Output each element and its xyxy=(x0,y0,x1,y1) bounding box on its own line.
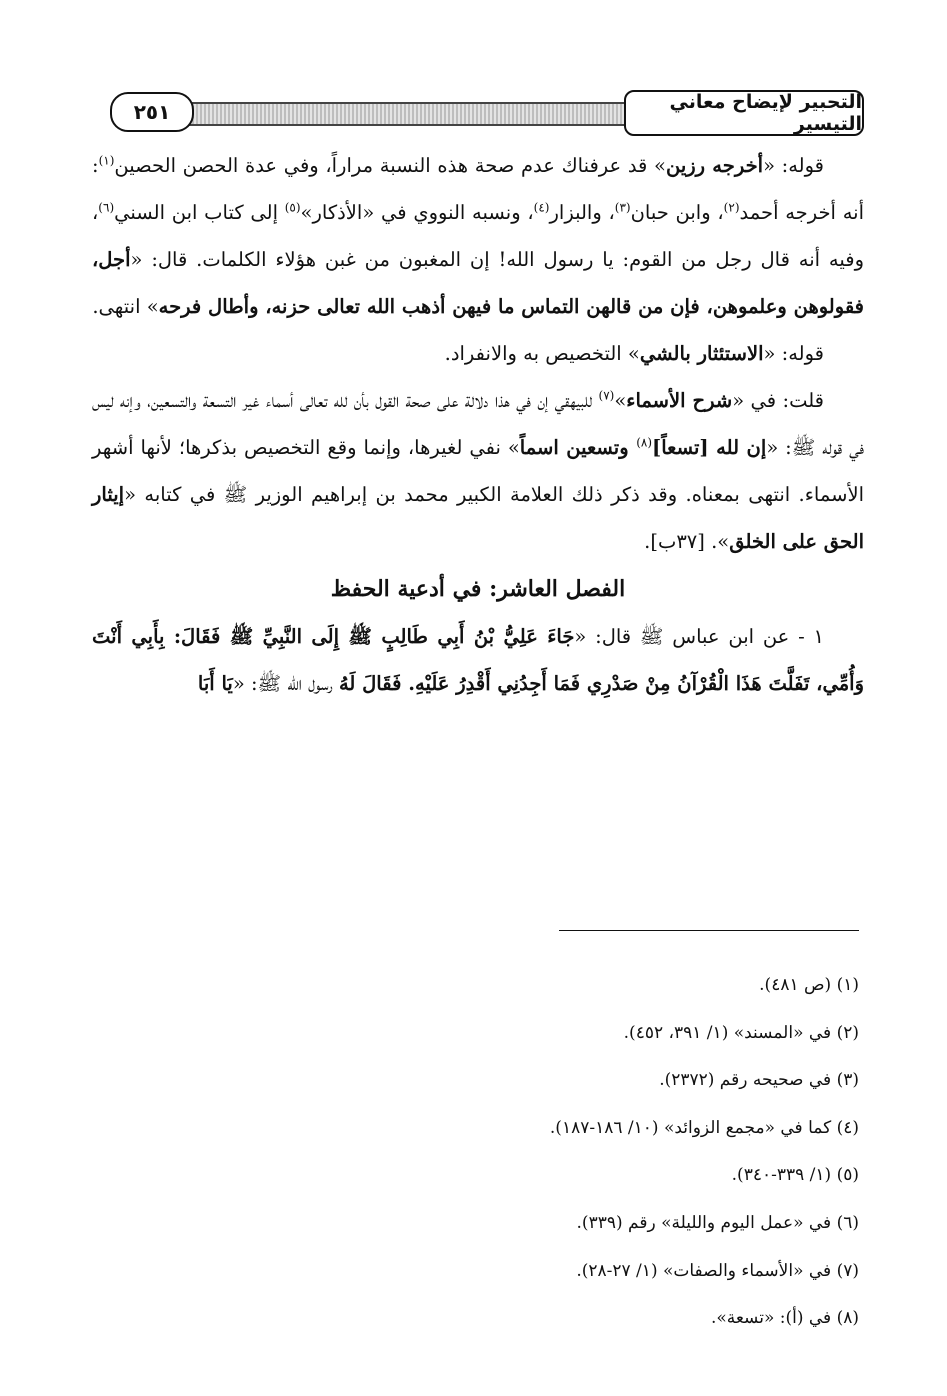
footnote-ref-5: (٥) xyxy=(284,200,301,215)
main-text xyxy=(92,142,864,707)
book-reference: شرح الأسماء xyxy=(626,389,733,412)
text-span: » قد عرفناك عدم صحة هذه النسبة مراراً، وفي عدة الحصن الحصين xyxy=(114,154,666,177)
quoted-term: أخرجه رزين xyxy=(665,154,764,177)
footnote-7: (٧) في «الأسماء والصفات» (١/ ٢٧-٢٨). xyxy=(576,1260,859,1281)
footnote-6: (٦) في «عمل اليوم والليلة» رقم (٣٣٩). xyxy=(576,1212,859,1233)
paragraph-2 xyxy=(92,330,864,377)
text-span: ١ - عن ابن عباس ﷺ قال: « xyxy=(574,625,824,648)
footnote-ref-1: (١) xyxy=(98,153,115,168)
text-span: قلت: في « xyxy=(732,389,824,412)
paragraph-4 xyxy=(92,613,864,707)
hadith-quote: يَا أَبَا xyxy=(197,672,233,695)
footnote-ref-7: (٧) xyxy=(598,388,615,403)
footnote-1: (١) (ص ٤٨١). xyxy=(759,975,859,995)
footnote-divider xyxy=(559,930,859,931)
footnote-2: (٢) في «المسند» (١/ ٣٩١، ٤٥٢). xyxy=(623,1022,859,1043)
text-span: » نفي لغيرها، وإنما وقع التخصيص بذكرها؛ لأنها أشهر الأسماء. انتهى بمعناه. وقد ذكر ذلك العلامة الكبير محمد بن إبراهيم الوزير ﷺ في كتابه « xyxy=(92,436,864,506)
footnote-4: (٤) كما في «مجمع الزوائد» (١٠/ ١٨٦-١٨٧). xyxy=(549,1117,859,1138)
footnote-5: (٥) (١/ ٣٣٩-٣٤٠). xyxy=(731,1165,859,1186)
hadith-quote: أجل، فقولوهن وعلموهن، فإن من قالهن التماس ما فيهن أذهب الله تعالى حزنه، وأطال فرحه xyxy=(92,248,864,318)
text-span: : أنه أخرجه أحمد xyxy=(92,154,864,224)
text-span: » xyxy=(614,389,627,412)
footnote-ref-6: (٦) xyxy=(98,200,115,215)
hadith-quote: إن لله [تسعاً] xyxy=(652,436,767,459)
text-span: » انتهى. xyxy=(92,295,159,318)
footnote-ref-4: (٤) xyxy=(533,200,550,215)
hadith-quote: جَاءَ عَلِيُّ بْنُ أَبِي طَالِبٍ ﷺ إِلَى النَّبِيِّ ﷺ فَقَالَ: بِأَبِي أَنْتَ وَأُمِّي، تَفَلَّتَ هَذَا الْقُرْآنُ مِنْ صَدْرِي فَمَا أَجِدُنِي أَقْدِرُ عَلَيْهِ. فَقَالَ لَهُ xyxy=(92,625,864,695)
footnote-ref-2: (٢) xyxy=(723,200,740,215)
quoted-term: الاستئثار بالشي xyxy=(639,342,764,365)
text-span: قوله: « xyxy=(763,154,824,177)
section-heading: الفصل العاشر: في أدعية الحفظ xyxy=(330,576,626,602)
footnote-ref-3: (٣) xyxy=(614,200,631,215)
text-span: ، ونسبه النووي في «الأذكار» xyxy=(300,201,534,224)
text-span: ، وفيه أنه قال رجل من القوم: يا رسول الله! إن المغبون من غبن هؤلاء الكلمات. قال: « xyxy=(92,201,864,271)
hadith-quote: وتسعين اسماً xyxy=(519,436,637,459)
text-span: للبيهقي إن في هذا دلالة على صحة القول بأن لله تعالى أسماء غير التسعة والتسعين، وإنه ليس في قوله ﷺ: « xyxy=(92,389,864,459)
text-span: قوله: « xyxy=(763,342,824,365)
text-span: » التخصيص به والانفراد. xyxy=(444,342,640,365)
footnotes xyxy=(439,962,859,1343)
paragraph-3 xyxy=(92,377,864,565)
paragraph-1 xyxy=(92,142,864,330)
text-span: ». [٣٧ب]. xyxy=(644,530,730,553)
text-span: ، وابن حبان xyxy=(630,201,724,224)
book-reference: إيثار الحق على الخلق xyxy=(92,483,864,553)
text-span: رسول الله ﷺ: « xyxy=(232,672,339,695)
footnote-8: (٨) في (أ): «تسعة». xyxy=(710,1308,859,1329)
footnote-ref-8: (٨) xyxy=(636,435,653,450)
text-span: إلى كتاب ابن السني xyxy=(114,201,285,224)
page-number: ٢٥١ xyxy=(110,92,194,132)
text-span: ، والبزار xyxy=(549,201,615,224)
page-header xyxy=(88,88,864,138)
book-title: التحبير لإيضاح معاني التيسير xyxy=(624,90,864,136)
footnote-3: (٣) في صحيحه رقم (٢٣٧٢). xyxy=(659,1070,859,1091)
header-decorative-bar xyxy=(148,102,624,126)
